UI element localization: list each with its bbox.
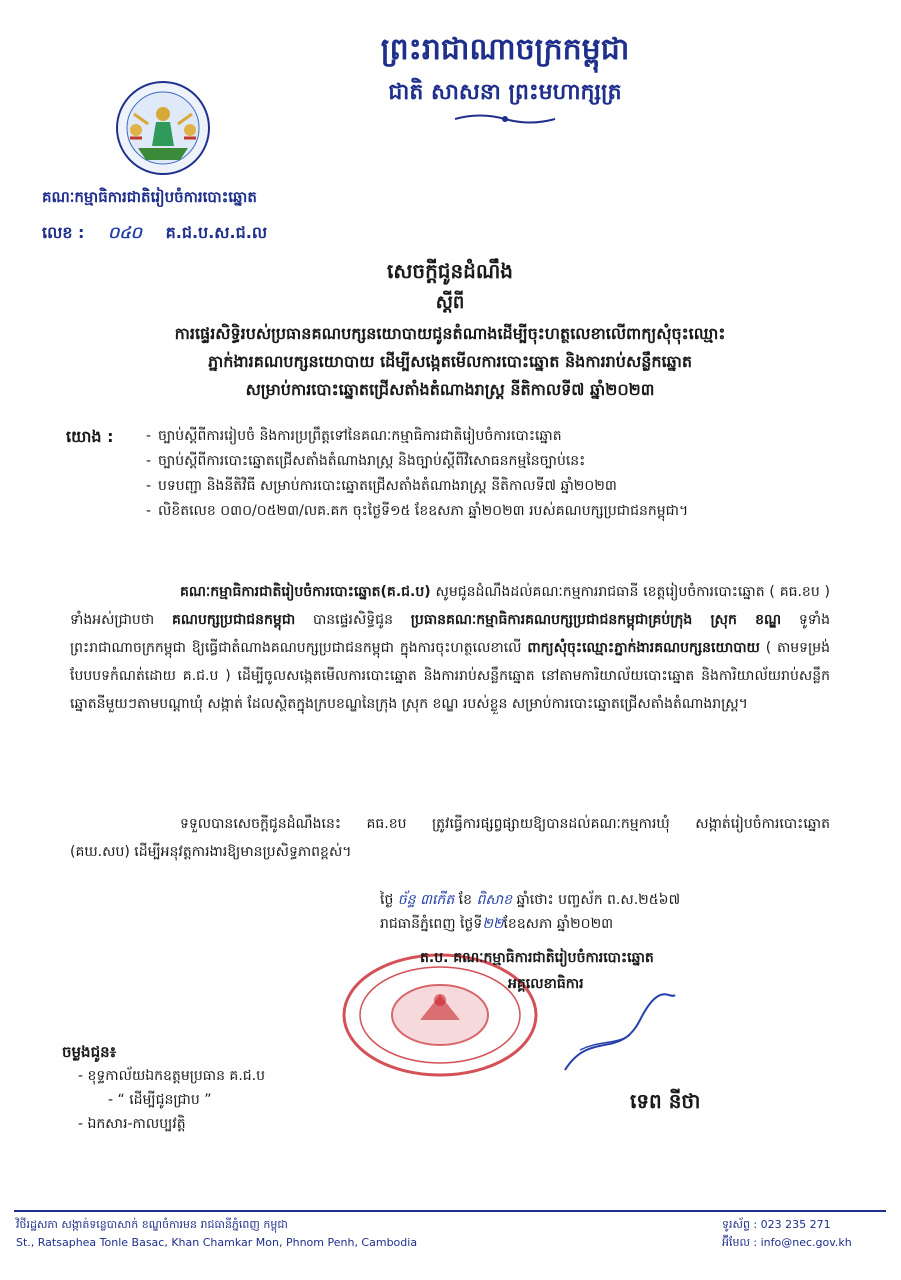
address-english: St., Ratsaphea Tonle Basac, Khan Chamkar Mon, Phnom Penh, Cambodia <box>16 1236 418 1249</box>
official-stamp <box>340 950 540 1080</box>
reference-item: - លិខិតលេខ ០៣០/០៥២៣/លគ.គក ចុះថ្ងៃទី១៥ ខែឧសភា ឆ្នាំ២០២៣ របស់គណបក្សប្រជាជនកម្ពុជា។ <box>158 499 846 524</box>
place-suffix: ខែឧសភា ឆ្នាំ២០២៣ <box>503 916 614 932</box>
reference-line <box>42 222 285 246</box>
signer-title: អគ្គលេខាធិការ <box>508 976 584 992</box>
paragraph-segment: សូមជូនដំណឹងដល់គណៈកម្មការរាជធានី ខេត្តរៀបចំការបោះឆ្នោត ( គធ.ខប ) ទាំងអស់ជ្រាបថា <box>70 584 831 628</box>
cc-item: - ខុទ្ទកាល័យឯកឧត្តមប្រធាន គ.ជ.ប <box>78 1064 265 1088</box>
cc-section <box>62 1040 265 1136</box>
paragraph-segment: ទូទាំងព្រះរាជាណាចក្រកម្ពុជា ឱ្យធ្វើជាតំណាងគណបក្សប្រជាជនកម្ពុជា ក្នុងការចុះហត្ថលេខាលើ <box>70 612 830 656</box>
lunar-prefix: ថ្ងៃ <box>380 892 394 908</box>
paragraph-segment: បានផ្ទេរសិទ្ធិជូន <box>312 612 393 628</box>
footer-address <box>16 1216 417 1252</box>
subject-line: សម្រាប់ការបោះឆ្នោតជ្រើសតាំងតំណាងរាស្ត្រ នីតិកាលទី៧ ឆ្នាំ២០២៣ <box>245 380 655 399</box>
subject-line: ភ្នាក់ងារគណបក្សនយោបាយ ដើម្បីសង្កេតមើលការបោះឆ្នោត និងការរាប់សន្លឹកឆ្នោត <box>208 352 692 371</box>
lunar-year: ឆ្នាំថោះ បញ្ចស័ក ព.ស.២៥៦៧ <box>516 892 681 908</box>
reference-item: - បទបញ្ជា និងនីតិវិធី សម្រាប់ការបោះឆ្នោតជ្រើសតាំងតំណាងរាស្ត្រ នីតិកាលទី៧ ឆ្នាំ២០២៣ <box>158 474 846 499</box>
notice-title: សេចក្តីជូនដំណឹង <box>387 259 513 283</box>
lunar-day: ច័ន្ទ ៣កើត <box>397 892 455 908</box>
subject-line: ការផ្ទេរសិទ្ធិរបស់ប្រធានគណបក្សនយោបាយជូនតំណាងដើម្បីចុះហត្ថលេខាលើពាក្យសុំចុះឈ្មោះ <box>174 324 726 343</box>
ref-code: គ.ជ.ប.ស.ជ.ល <box>165 223 268 242</box>
signer-organization: ត.ប. គណៈកម្មាធិការជាតិរៀបចំការបោះឆ្នោត <box>420 950 654 966</box>
ref-label: លេខ : <box>42 223 85 242</box>
lunar-month-label: ខែ <box>458 892 472 908</box>
address-khmer: វិថីរដ្ឋសភា សង្កាត់ទន្លេបាសាក់ ខណ្ឌចំការមន រាជធានីភ្នំពេញ កម្ពុជា <box>16 1218 288 1231</box>
email-link[interactable]: អ៊ីមែល : info@nec.gov.kh <box>722 1236 852 1249</box>
kingdom-title: ព្រះរាជាណាចក្រកម្ពុជា <box>380 32 630 67</box>
day-number: ២២ <box>482 916 504 932</box>
references-lead: យោង : <box>66 427 114 446</box>
footer-divider <box>14 1210 886 1212</box>
date-block <box>380 888 860 936</box>
body-paragraph-1 <box>70 578 830 718</box>
ornament-divider <box>450 112 560 126</box>
reference-item: - ច្បាប់ស្តីពីការរៀបចំ និងការប្រព្រឹត្តទៅនៃគណៈកម្មាធិការជាតិរៀបចំការបោះឆ្នោត <box>158 424 846 449</box>
notice-about: ស្តីពី <box>435 292 465 313</box>
cc-list <box>62 1064 265 1136</box>
reference-item: - ច្បាប់ស្តីពីការបោះឆ្នោតជ្រើសតាំងតំណាងរាស្ត្រ និងច្បាប់ស្តីពីវិសោធនកម្មនៃច្បាប់នេះ <box>158 449 846 474</box>
nec-seal-logo <box>108 78 218 178</box>
body-paragraph-2: ទទួលបានសេចក្តីជូនដំណឹងនេះ គធ.ខប ត្រូវធ្វើការផ្សព្វផ្សាយឱ្យបានដល់គណៈកម្មការឃុំ សង្កាត់រៀបចំការបោះឆ្នោត (គឃ.សប) ដើម្បីអនុវត្តការងារឱ្យមានប្រសិទ្ធភាពខ្ពស់។ <box>70 816 830 860</box>
cc-title: ចម្លងជូន៖ <box>62 1043 117 1061</box>
lunar-month: ពិសាខ <box>476 892 512 908</box>
paragraph-segment: ពាក្យសុំចុះឈ្មោះភ្នាក់ងារគណបក្សនយោបាយ <box>527 640 760 656</box>
issuing-organization: គណៈកម្មាធិការជាតិរៀបចំការបោះឆ្នោត <box>42 188 257 206</box>
footer-contact <box>722 1216 852 1252</box>
handwritten-signature <box>560 990 680 1080</box>
references-section <box>66 424 846 524</box>
signer-name: ទេព នីថា <box>630 1089 701 1113</box>
paragraph-segment: គណបក្សប្រជាជនកម្ពុជា <box>171 612 296 628</box>
references-list <box>66 424 846 524</box>
paragraph-segment: ប្រធានគណៈកម្មាធិការគណបក្សប្រជាជនកម្ពុជាគ្រប់ក្រុង ស្រុក ខណ្ឌ <box>410 612 782 628</box>
cc-note: - “ ដើម្បីជូនជ្រាប ” <box>78 1088 265 1112</box>
paragraph-segment: ( តាមទម្រង់បែបបទកំណត់ដោយ គ.ជ.ប ) ដើម្បីចូលសង្កេតមើលការបោះឆ្នោត និងការរាប់សន្លឹកឆ្នោត នៅតាមការិយាល័យបោះឆ្នោត និងការិយាល័យរាប់សន្លឹកឆ្នោតនីមួយៗតាមបណ្តាឃុំ សង្កាត់ ដែលស្ថិតក្នុងក្របខណ្ឌនៃក្រុង ស្រុក ខណ្ឌ របស់ខ្លួន សម្រាប់ការបោះឆ្នោតជ្រើសតាំងតំណាងរាស្ត្រ។ <box>70 640 830 712</box>
national-motto: ជាតិ សាសនា ព្រះមហាក្សត្រ <box>388 79 622 105</box>
paragraph-segment: គណៈកម្មាធិការជាតិរៀបចំការបោះឆ្នោត(គ.ជ.ប) <box>180 584 431 600</box>
lunar-date <box>380 888 860 912</box>
notice-subject <box>60 320 840 404</box>
ref-number: ០៤០ <box>108 223 142 242</box>
place-prefix: រាជធានីភ្នំពេញ ថ្ងៃទី <box>380 916 483 932</box>
place-date <box>380 912 860 936</box>
phone-number: ទូរស័ព្ទ : 023 235 271 <box>722 1218 831 1231</box>
cc-item: - ឯកសារ-កាលប្បវត្តិ <box>78 1112 265 1136</box>
